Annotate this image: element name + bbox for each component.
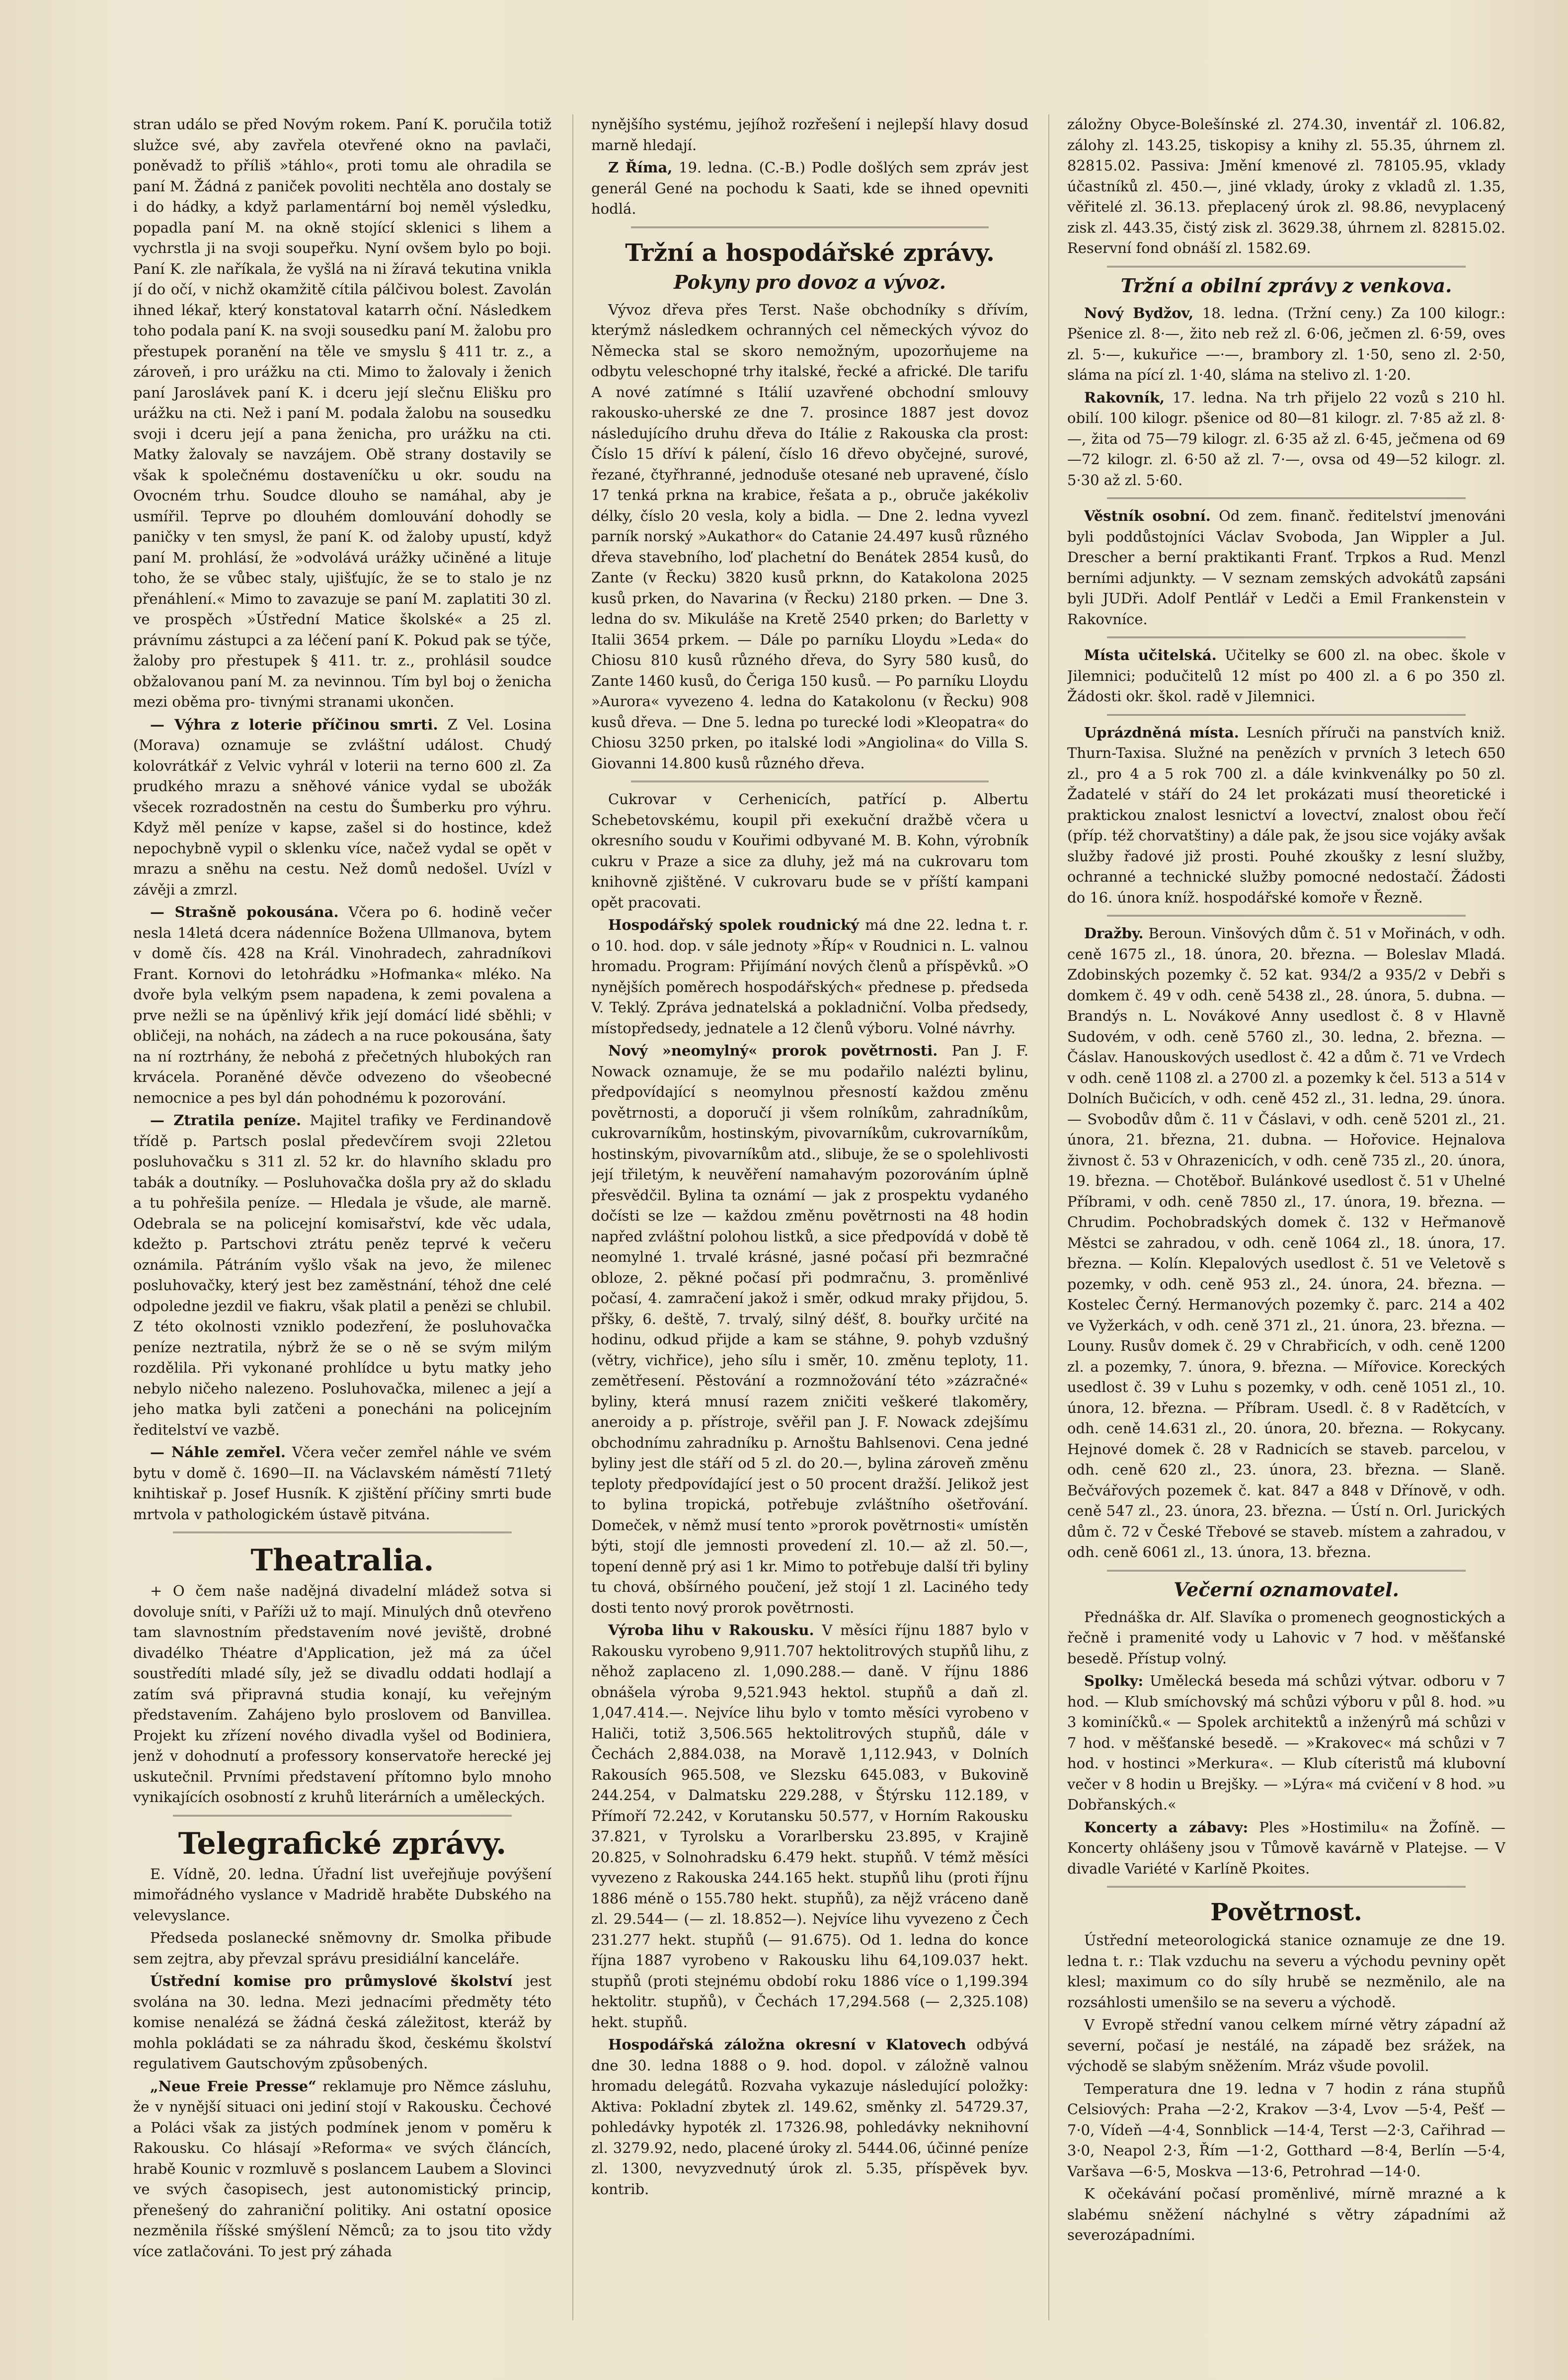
article-text: + O čem naše nadějná divadelní mládež sotva si dovoluje sníti, v Paříži už to mají. Minulých dnů otevřeno tam slavnostním představením nové jeviště, drobné divadélko Théatre d'Application, jež má za účel soustředíti mladé síly, jež se divadlu oddati hodlají a zatím svá připravná studia konají, ku veřejným představením. Zahájeno bylo proslovem od Banvillea. Projekt ku zřízení nového divadla vyšel od Bodiniera, jenž v dohodnutí a professory konservatoře herecké jej uskutečnil. Prvními představení přítomno bylo mnoho vynikajících osobností z kruhů literárních a uměleckých. [133,1582,551,1806]
item-text: 17. ledna. Na trh přijelo 22 vozů s 210 hl. obilí. 100 kilogr. pšenice od 80—81 kilogr. zl. 7·85 až zl. 8·—, žita od 75—79 kilogr. zl. 6·35 až zl. 6·45, ječmena od 69—72 kilogr. zl. 6·50 až zl. 7·—, ovsa od 49—52 kilogr. zl. 5·30 až zl. 5·60. [1067,389,1505,489]
telegram [133,2076,551,2262]
article-text: Cukrovar v Cerhenicích, patřící p. Albertu Schebetovskému, koupil při exekuční dražbě včera u okresního soudu v Kouřimi odbyvané M. B. Kohn, výrobník cukru v Praze a sice za dluhy, jež má na cukrovaru tom knihovně zjištěné. V cukrovaru bude se v příští kampani opět pracovati. [591,791,1028,911]
item-headline: Rakovník, [1084,389,1165,406]
item-headline: Výroba lihu v Rakousku. [608,1622,814,1639]
telegram [591,158,1028,220]
item-text: Včera po 6. hodině večer nesla 14letá dcera nádenníce Božena Ullmanova, bytem v domě čís. 428 na Král. Vinohradech, zahradníkovi Frant. Kornovi do letohrádku »Hofmanka« mléko. Na dvoře byla velkým psem napadena, k zemi povalena a prve nežli se na úpěnlivý křik její domácí lidé sběhli; v obličeji, na nohách, na zádech a na ruce pokousána, šaty na ní roztrhány, že nebohá z přečetných hlubokých ran krvácela. Poraněné děvče odvezeno do všeobecné nemocnice a pes byl dán pohodnému k pozorování. [133,903,551,1106]
item-text: 19. ledna. (C.-B.) Podle došlých sem zpráv jest generál Gené na pochodu k Saati, kde se ihned opevniti hodlá. [591,159,1028,217]
item-headline: Dražby. [1084,925,1144,942]
section-divider [1107,266,1466,267]
item-headline: — Výhra z loterie příčinou smrti. [150,716,438,733]
item-text: jest svolána na 30. ledna. Mezi jednacími předměty této komise nenalézá se žádná česká záležitost, kteráž by mohla pokládati se za náhradu škod, českému školství regulativem Gautschovým způsobených. [133,1972,551,2072]
item-text: Lesních příruči na panstvích kniž. Thurn-Taxisa. Služné na penězích v prvních 3 letech 650 zl., pro 4 a 5 rok 700 zl. a dále kvinkvenálky po 50 zl. Žadatelé v stáří do 24 let prokázati musí theoretické i praktickou znalost lesnictví a lovectví, znalost obou řečí (příp. též chorvatštiny) a dále pak, že jsou sice vojáky avšak služby řadové již prosti. Pouhé zkoušky z lesní služby, ochranné a technické služby pomocné nedostačí. Žádosti do 16. února kníž. hospodářské komoře v Řezně. [1067,724,1505,906]
news-item [1067,723,1505,908]
item-headline: Koncerty a zábavy: [1084,1818,1249,1836]
item-text: odbývá dne 30. ledna 1888 o 9. hod. dopol. v záložně valnou hromadu delegátů. Rozvaha vykazuje následující položky: Aktiva: Pokladní zbytek zl. 149.62, směnky zl. 54729.37, pohledávky hypoték zl. 17326.98, pohledávky neknihovní zl. 3279.92, nedo, placené úroky zl. 5444.06, účinné peníze zl. 1300, nevyzvednutý úrok zl. 5.35, příspěvek byv. kontrib. [591,2036,1028,2198]
column-rule [572,114,573,2320]
news-item [591,1620,1028,2033]
telegram: E. Vídně, 20. ledna. Úřadní list uveřejňuje povýšení mimořádného vyslance v Madridě hraběte Dubského na velevyslance. [133,1865,551,1924]
section-heading-grain-market: Tržní a obilní zprávy z venkova. [1120,274,1452,297]
item-text: Od zem. finanč. ředitelství jmenováni byli poddůstojníci Václav Svoboda, Jan Wippler a Jul. Drescher a berní praktikanti Franť. Trpkos a Rud. Menzl berními adjunkty. — V seznam zemských advokátů zapsáni byli JUDři. Adolf Pentlář v Ledči a Emil Frankenstein v Rakovníce. [1067,507,1505,628]
section-divider [1107,1886,1466,1888]
section-heading-telegrams: Telegrafické zprávy. [178,1826,507,1861]
column-3 [1067,114,1505,2335]
item-text: Umělecká beseda má schůzi výtvar. odboru v 7 hod. — Klub smíchovský má schůzi výboru v půl 8. hod. »u 3 kominíčků.« — Spolek architektů a inženýrů má schůzi v 7 hod. v měšťanské besedě. — »Krakovec« má schůzi v 7 hod. v hostinci »Merkura«. — Klub cíteristů má klubovní večer v 8 hodin u Brejšky. — »Lýra« má cvičení v 8 hod. »u Dobřanských.« [1067,1672,1505,1813]
telegram [133,1971,551,2074]
weather-text: V Evropě střední vanou celkem mírné větry západní až severní, počasí je nestálé, na západě bez srážek, na východě se slabým sněžením. Mráz všude povolil. [1067,2016,1505,2074]
item-text: Beroun. Vinšových dům č. 51 v Mořinách, v odh. ceně 1675 zl., 18. února, 20. března. — Boleslav Mladá. Zdobinských pozemky č. 52 kat. 934/2 a 935/2 v Debři s domkem č. 49 v odh. ceně 5438 zl., 28. února, 5. dubna. — Brandýs n. L. Novákové Anny usedlost č. 8 v Hlavně Sudovém, v odh. ceně 5760 zl., 30. ledna, 2. března. — Čáslav. Hanouskových usedlost č. 42 a dům č. 71 ve Vrdech v odh. ceně 1108 zl. a 2700 zl. a pozemky k čel. 513 a 514 v Dolních Bučicích, v odh. ceně 452 zl., 31. ledna, 29. února. — Svobodův dům č. 11 v Čáslavi, v odh. ceně 5201 zl., 21. února, 21. března, 21. dubna. — Hořovice. Hejnalova živnost č. 53 v Ohrazenicích, v odh. ceně 735 zl., 20. února, 19. března. — Chotěboř. Bulánkové usedlost č. 51 v Uhelné Příbrami, v odh. ceně 7850 zl., 17. února, 19. března. — Chrudim. Pochobradských domek č. 132 v Heřmanově Městci se zahradou, v odh. ceně 1064 zl., 18. února, 17. března. — Kolín. Klepalových usedlost č. 51 ve Veletově s pozemky, v odh. ceně 953 zl., 24. února, 24. března. — Kostelec Černý. Hermanových pozemky č. parc. 214 a 402 ve Vyžerkách, v odh. ceně 371 zl., 21. února, 23. března. — Louny. Rusův domek č. 29 v Chrabřicích, v odh. ceně 1200 zl. a pozemky, 7. února, 9. března. — Mířovice. Koreckých usedlost č. 39 v Luhu s pozemky, v odh. ceně 1051 zl., 10. února, 12. března. — Příbram. Usedl. č. 8 v Radětcích, v odh. ceně 14.631 zl., 20. února, 20. března. — Rokycany. Hejnové domek č. 28 v Radnicích se staveb. parcelou, v odh. ceně 620 zl., 23. února, 23. března. — Slaně. Bečvářových pozemek č. kat. 847 a 848 v Dřínově, v odh. ceně 547 zl., 23. února, 23. března. — Ústí n. Orl. Jurických dům č. 72 v České Třebové se staveb. místem a zahradou, v odh. ceně 6061 zl., 13. února, 13. března. [1067,925,1505,1560]
announcement [1067,1671,1505,1815]
item-text: Včera večer zemřel náhle ve svém bytu v domě č. 1690—II. na Václavském náměstí 71letý knihtiskař p. Josef Husník. K zjištění příčiny smrti bude mrtvola v pathologickém ústavě pitvána. [133,1444,551,1523]
section-divider [1107,714,1466,716]
section-divider [1107,915,1466,916]
section-divider [1107,1570,1466,1571]
item-text: V měsíci říjnu 1887 bylo v Rakousku vyrobeno 9,911.707 hektolitrových stupňů lihu, z něhož zaplaceno zl. 1,090.288.— daně. V říjnu 1886 obnášela výroba 9,521.943 hektol. stupňů a daň zl. 1,047.414.—. Nejvíce lihu bylo v tomto měsíci vyrobeno v Haliči, totiž 3,506.565 hektolitrových stupňů, dále v Čechách 2,884.038, na Moravě 1,112.943, v Dolních Rakousích 965.508, ve Slezsku 645.083, v Bukovině 244.254, v Dalmatsku 229.288, v Štýrsku 112.189, v Přímoří 72.242, v Korutansku 50.577, v Horním Rakousku 37.821, v Tyrolsku a Vorarlbersku 23.895, v Krajině 20.825, v Solnohradsku 6.479 hekt. stupňů. V témž měsíci vyvezeno z Rakouska 244.165 hekt. stupňů lihu (proti říjnu 1886 méně o 155.780 hekt. stupňů), za nějž vráceno daně zl. 29.544— (— zl. 18.852—). Nejvíce lihu vyvezeno z Čech 231.277 hekt. stupňů (— 91.675). Od 1. ledna do konce října 1887 vyrobeno v Rakousku lihu 64,109.037 hekt. stupňů (proti stejnému období roku 1886 více o 1,199.394 hektolitr. stupňů), v Čechách 17,294.568 (— 2,325.108) hekt. stupňů. [591,1622,1028,2031]
news-item [591,915,1028,1039]
item-headline: Nový »neomylný« prorok povětrnosti. [608,1042,938,1059]
news-item [133,902,551,1108]
section-divider [631,781,989,782]
news-item [591,2035,1028,2200]
news-item [133,1442,551,1525]
item-text: 18. ledna. (Tržní ceny.) Za 100 kilogr.: Pšenice zl. 8·—, žito neb rež zl. 6·06, ječmen zl. 6·59, oves zl. 5·—, kukuřice —·—, brambory zl. 1·50, seno zl. 2·50, sláma na pící zl. 1·40, sláma na stelivo zl. 1·20. [1067,304,1505,383]
news-item [1067,923,1505,1563]
weather-text: Temperatura dne 19. ledna v 7 hodin z rána stupňů Celsiových: Praha —2·2, Krakov —3·4, Lvov —5·4, Pešť —7·0, Vídeň —4·4, Sonnblick —14·4, Terst —2·3, Cařihrad —3·0, Neapol 2·3, Řím —1·2, Gotthard —8·4, Berlín —5·4, Varšava —6·5, Moskva —13·6, Petrohrad —14·0. [1067,2080,1505,2180]
column-2 [591,114,1028,2335]
weather-text: Ústřední meteorologická stanice oznamuje ze dne 19. ledna t. r.: Tlak vzduchu na severu a východu pevniny opět klesl; maximum co do síly hrubě se nezměnilo, ale na rozsáhlosti umenšilo se na severu a východě. [1067,1932,1505,2011]
item-headline: — Ztratila peníze. [150,1112,302,1129]
news-item [591,1041,1028,1618]
article-text: záložny Obyce-Bolešínské zl. 274.30, inventář zl. 106.82, zálohy zl. 143.25, tiskopisy a knihy zl. 55.35, úhrnem zl. 82815.02. Passiva: Jmění kmenové zl. 78105.95, vklady účastníků zl. 450.—, jiné vklady, úroky z vkladů zl. 1.35, věřitelé zl. 36.13. přeplacený úrok zl. 98.86, nevyplacený zisk zl. 443.35, čistý zisk zl. 3629.38, úhrnem zl. 82815.02. Reservní fond obnáší zl. 1582.69. [1067,116,1505,256]
column-1 [133,114,551,2335]
market-report [1067,388,1505,491]
news-item [133,1110,551,1440]
section-divider [173,1532,512,1533]
item-text: Ples »Hostimilu« na Žofíně. — Koncerty ohlášeny jsou v Tůmově kavárně v Platejse. — V divadle Variété v Karlíně Pkoites. [1067,1818,1505,1877]
article-text: Vývoz dřeva přes Terst. Naše obchodníky s dřívím, kterýmž následkem ochranných cel německých vývoz do Německa stal se skoro nemožným, upozorňujeme na odbytu veleschopné trhy italské, řecké a africké. Dle tarifu A nové zatímné s Itálií uzavřené obchodní smlouvy rakousko-uherské ze dne 7. prosince 1887 jest dovoz následujícího druhu dřeva do Itálie z Rakouska cla prost: Číslo 15 dříví k pálení, číslo 16 dřevo obyčejné, surové, řezané, čtyřhranné, jednoduše otesané neb upravené, číslo 17 tenká prkna na krabice, řešata a p., obruče jakékoliv délky, číslo 20 vesla, koly a bidla. — Dne 2. ledna vyvezl parník norský »Aukathor« do Catanie 24.497 kusů různého dřeva stavebního, loď plachetní do Benátek 2854 kusů, do Zante (v Řecku) 3820 kusů prknn, do Katakolona 2025 kusů prken, do Navarina (v Řecku) 2180 prken. — Dne 3. ledna do sv. Mikuláše na Kretě 2540 prken; do Barletty v Italii 3654 prkem. — Dále po parníku Lloydu »Leda« do Chiosu 810 kusů různého dřeva, do Syry 580 kusů, do Zante 1460 kusů, do Čeriga 150 kusů. — Po parníku Lloydu »Aurora« vyvezeno 4. ledna do Katakolonu (v Řecku) 908 kusů dřeva. — Dne 5. ledna po turecké lodi »Kleopatra« do Chiosu 3250 prken, po italské lodi »Angiolina« do Villa S. Giovanni 14.800 kusů různého dřeva. [591,301,1028,772]
item-headline: Ústřední komise pro průmyslové školství [150,1972,513,1989]
news-item [1067,645,1505,707]
item-text: Pan J. F. Nowack oznamuje, že se mu podařilo nalézti bylinu, předpovídající s neomylnou přesností každou změnu povětrnosti, a doporučí ji všem rolníkům, zahradníkům, cukrovarníkům, hostinským, pivovarníkům, cukrovarníkům, hostinským, pivovarníkům atd., slibuje, že se o spolehlivosti její třiletým, k neuvěření namahavým pozorováním úplně přesvědčil. Bylina ta oznámí — jak z prospektu vydaného dočísti se lze — každou změnu povětrnosti na 48 hodin napřed zvláštní polohou listků, a sice předpovídá v době tě neomylné 1. trvalé krásné, jasné počasí při bezmračné obloze, 2. pěkné počasí při podmračnu, 3. proměnlivé počasí, 4. zamračení jakož i směr, odkud mraky přijdou, 5. přšky, 6. deště, 7. trvalý, silný déšť, 8. bouřky určité na hodinu, odkud přijde a kam se stáhne, 9. pohyb vzdušný (větry, vichřice), jeho sílu i směr, 10. změnu teploty, 11. zemětřesení. Pěstování a rozmnožování této »zázračné« byliny, která mnusí razem zničiti veškeré tlakoměry, aneroidy a p. přístroje, svěřil pan J. F. Nowack zdejšímu obchodnímu zahradníku p. Arnoštu Bahlsenovi. Cena jedné byliny jest dle stáří od 5 zl. do 20.—, bylina zároveň změnu teploty předpovídající jest o 50 procent dražší. Jelikož jest to bylina tropická, potřebuje zvláštního ošetřování. Domeček, v němž musí tento »prorok povětrnosti« umístěn býti, stojí dle jemnosti provedení zl. 10.— až zl. 50.—, topení denně prý asi 1 kr. Mimo to potřebuje další tři byliny tu chová, obšírného poučení, jež stojí 1 zl. Laciného tedy dosti tento nový prorok povětrnosti. [591,1042,1028,1616]
news-item [133,715,551,901]
item-text: reklamuje pro Němce zásluhu, že v nynější situaci oni jediní stojí v Rakousku. Čechové a Poláci však za jistých podmínek jenom v poměru k Rakousku. Co hlásají »Reforma« ve svých článcích, hrabě Kounic v rozmluvě s poslancem Laubem a Slovinci ve svých časopisech, jest autonomistický princip, přenešený do zahraniční politiky. Ani ostatní oposice nezměnila říšské smýšlení Němců; za to jsou tito vždy více zatlačováni. To jest prý záhada [133,2077,551,2260]
section-divider [631,227,989,228]
section-divider [173,1815,512,1816]
weather-text: K očekávání počasí proměnlivé, mírně mrazné a k slabému sněžení náchylné s větry západními až severozápadními. [1067,2185,1505,2243]
item-headline: Hospodářský spolek roudnický [608,916,859,933]
item-headline: Hospodářská záložna okresní v Klatovech [608,2036,966,2053]
item-headline: Uprázdněná místa. [1084,724,1239,741]
article-text: stran událo se před Novým rokem. Paní K. poručila totiž služce své, aby zavřela otevřené okno na pavlači, poněvadž to příliš »táhlo«, proti tomu ale ohradila se paní M. Žádná z paniček povoliti nechtěla ano dostaly se i do hádky, a když parlamentární boj neměl výsledku, popadla paní M. na okně stojící sklenici s lihem a vychrstla ji na svoji soupeřku. Nyní ovšem bylo po boji. Paní K. zle naříkala, že vyšlá na ni žíravá tekutina vnikla jí do očí, v nichž okamžitě cítila pálčivou bolest. Zavolán ihned lékař, který konstatoval katarrh oční. Následkem toho podala paní K. na svoji sousedku paní M. žalobu pro přestupek poranění na těle ve smyslu § 411 tr. z., a zároveň, i pro urážku na cti. Mimo to žalovaly i ženich paní Jaroslávek paní K. i dceru její slečnu Elišku pro urážku na cti. Než i paní M. podala žalobu na sousedku svoji i dceru její a pana ženicha, pro urážku na cti. Matky žalovaly se navzájem. Obě strany dostavily se však k společnému dostaveníčku u okr. soudu na Ovocném trhu. Soudce dlouho se namáhal, aby je usmířil. Teprve po dlouhém domlouvání dohodly se paničky v ten smysl, že paní K. od žaloby upustí, když paní M. prohlásí, že »odvolává urážky učiněné a lituje toho, že se vůbec staly, ujišťujíc, že se to stalo je nz přenáhlení.« Mimo to zavazuje se paní M. zaplatiti 30 zl. ve prospěch »Ústřední Matice školské« a 25 zl. právnímu zástupci a za léčení paní K. Pokud pak se týče, žaloby pro přestupek § 411. tr. z., prohlásil soudce obžalovanou paní M. za nevinnou. Tím byl boj o ženicha mezi oběma pro- tivnými stranami ukončen. [133,116,551,710]
item-headline: „Neue Freie Presse“ [150,2077,316,2095]
subheading: Pokyny pro dovoz a vývoz. [674,270,946,293]
item-headline: Místa učitelská. [1084,647,1217,663]
market-report [1067,303,1505,386]
item-text: Z Vel. Losina (Morava) oznamuje se zvláštní událost. Chudý kolovrátkář z Velvic vyhrál v loterii na terno 600 zl. Za prudkého mrazu a sněhové vánice vydal se ubožák všecek rozradostněn na cestu do Šumberku pro výhru. Když měl peníze v kapse, zašel si do hostince, kdež nepochybně vypil o sklenku více, načež vydal se opět v mrazu a sněhu na cestu. Než domů nedošel. Uvízl v závěji a zmrzl. [133,716,551,898]
section-heading-evening: Večerní oznamovatel. [1174,1578,1399,1601]
section-heading-theatralia: Theatralia. [250,1543,434,1578]
section-heading-market: Tržní a hospodářské zprávy. [625,239,995,267]
telegram: Předseda poslanecké sněmovny dr. Smolka přibude sem zejtra, aby převzal správu presidiální kanceláře. [133,1929,551,1967]
item-text: má dne 22. ledna t. r. o 10. hod. dop. v sále jednoty »Říp« v Roudnici n. L. valnou hromadu. Program: Přijímání nových členů a příspěvků. »O nynějších poměrech hospodářských« přednese p. předseda V. Teklý. Zpráva jednatelská a pokladniční. Volba předsedy, místopředsedy, jednatele a 12 členů výboru. Volné návrhy. [591,916,1028,1037]
announcement: Přednáška dr. Alf. Slavíka o promenech geognostických a řečně i pramenité vody u Lahovic v 7 hod. v měšťanské besedě. Přístup volný. [1067,1608,1505,1667]
news-item [1067,506,1505,630]
article-text: nynějšího systému, jejíhož rozřešení i nejlepší hlavy dosud marně hledají. [591,116,1028,154]
item-headline: Z Říma, [608,159,673,176]
item-text: Majitel trafiky ve Ferdinandově třídě p. Partsch poslal předevčírem svoji 22letou posluhovačku s 311 zl. 52 kr. do hlavního skladu pro tabák a doutníky. — Posluhovačka došla pry až do skladu a tu pohřešila peníze. — Hledala je všude, ale marně. Odebrala se na policejní komisařství, kde věc udala, kdežto p. Partschovi ztrátu peněz teprvé k večeru oznámila. Pátráním vyšlo však na jevo, že milenec posluhovačky, který jest bez zaměstnání, téhož dne celé odpoledne jezdil ve fiakru, však platil a penězi se chlubil. Z této okolnosti vzniklo podezření, že posluhovačka peníze neztratila, nýbrž že se o ně se svým milým rozdělila. Při vykonané prohlídce u bytu matky jeho nebylo ničeho nalezeno. Posluhovačka, milenec a její a jeho matka byli zatčeni a ponecháni na policejním ředitelství ve vazbě. [133,1112,551,1438]
item-text: Učitelky se 600 zl. na obec. škole v Jilemnici; podučitelů 12 míst po 400 zl. a 6 po 350 zl. Žádosti okr. škol. radě v Jilemnici. [1067,647,1505,705]
item-headline: — Náhle zemřel. [150,1444,286,1461]
column-rule [1048,114,1049,2320]
item-headline: — Strašně pokousána. [150,903,339,920]
item-headline: Spolky: [1084,1672,1144,1689]
section-divider [1107,637,1466,638]
item-headline: Věstník osobní. [1084,507,1211,524]
section-divider [1107,497,1466,499]
section-heading-weather: Povětrnost. [1210,1898,1362,1926]
announcement [1067,1817,1505,1880]
item-headline: Nový Bydžov, [1084,304,1194,322]
